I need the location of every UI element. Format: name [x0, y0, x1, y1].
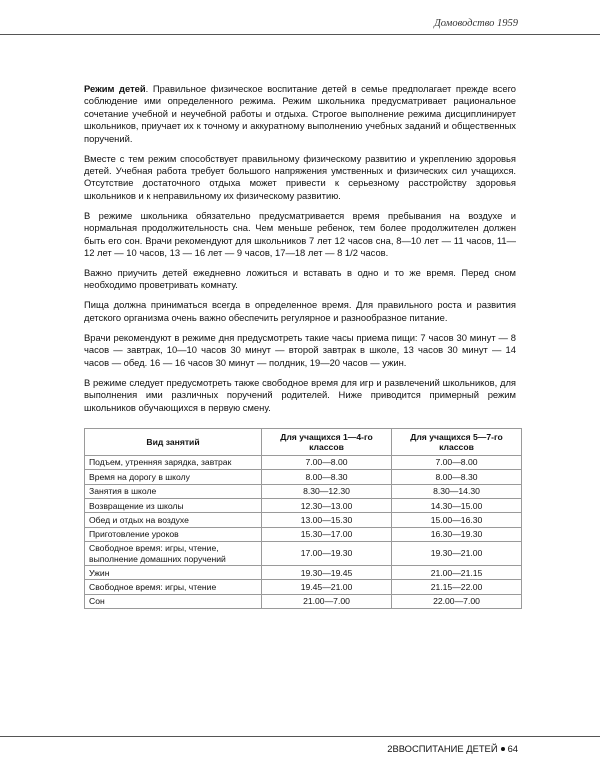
time-cell: 17.00—19.30	[262, 542, 392, 566]
time-cell: 8.00—8.30	[392, 470, 522, 484]
paragraph-6: Врачи рекомендуют в режиме дня предусмотреть такие часы приема пищи: 7 часов 30 минут — 8 часов — завтрак, 10—10 часов 30 минут — второй завтрак в школе, 13 часов 30 минут — 14 часов — обед. 16 — 16 часов 30 минут — полдник, 19—20 часов — ужин.	[84, 331, 516, 368]
table-row	[85, 455, 522, 469]
paragraph-1	[84, 83, 516, 145]
time-cell: 14.30—15.00	[392, 499, 522, 513]
schedule-table	[84, 428, 522, 609]
activity-cell: Занятия в школе	[85, 484, 262, 498]
paragraph-2: Вместе с тем режим способствует правильному физическому развитию и укреплению здоровья детей. Учебная работа требует большого напряжения умственных и физических сил учащихся. Отсутствие достаточного отдыха может привести к серьезному расстройству здоровья школьников и к неправильному их физическому развитию.	[84, 152, 516, 201]
table-row	[85, 580, 522, 594]
table-row	[85, 484, 522, 498]
time-cell: 16.30—19.30	[392, 527, 522, 541]
time-cell: 8.30—12.30	[262, 484, 392, 498]
table-header-row	[85, 428, 522, 455]
time-cell: 21.00—7.00	[262, 594, 392, 608]
page-number: 64	[507, 743, 518, 754]
paragraph-3: В режиме школьника обязательно предусматривается время пребывания на воздухе и нормальная продолжительность сна. Чем меньше ребенок, тем более продолжителен должен быть его сон. Врачи рекомендуют для школьников 7 лет 12 часов сна, 8—10 лет — 11 часов, 11—12 лет — 10 часов, 13 — 16 лет — 9 часов, 17—18 лет — 8 1/2 часов.	[84, 209, 516, 259]
page-footer	[387, 743, 518, 754]
table-row	[85, 542, 522, 566]
time-cell: 8.00—8.30	[262, 470, 392, 484]
activity-cell: Обед и отдых на воздухе	[85, 513, 262, 527]
running-header-title: Домоводство 1959	[434, 18, 518, 29]
column-header-grades-1-4: Для учащихся 1—4-го классов	[262, 428, 392, 455]
paragraph-lead-term: Режим детей	[84, 83, 146, 94]
paragraph-5: Пища должна приниматься всегда в определенное время. Для правильного роста и развития детского организма очень важно обеспечить регулярное и разнообразное питание.	[84, 299, 516, 323]
table-row	[85, 566, 522, 580]
footer-divider	[0, 736, 600, 737]
time-cell: 19.45—21.00	[262, 580, 392, 594]
activity-cell: Сон	[85, 594, 262, 608]
table-row	[85, 470, 522, 484]
paragraph-1-text: . Правильное физическое воспитание детей в семье предполагает прежде всего соблюдение ими определенного режима. Режим школьника предусматривает рациональное сочетание учебной и неучебной работы и отдыха. Строгое выполнение режима дисциплинирует школьников, приучает их к точному и аккуратному выполнению учебных заданий и общественных поручений.	[84, 83, 517, 144]
column-header-grades-5-7: Для учащихся 5—7-го классов	[392, 428, 522, 455]
time-cell: 13.00—15.30	[262, 513, 392, 527]
time-cell: 21.00—21.15	[392, 566, 522, 580]
time-cell: 15.00—16.30	[392, 513, 522, 527]
paragraph-7: В режиме следует предусмотреть также свободное время для игр и развлечений школьников, для выполнения ими различных поручений родителей. Ниже приводится примерный режим школьников обучающихся в первую смену.	[84, 376, 516, 413]
activity-cell: Возвращение из школы	[85, 499, 262, 513]
activity-cell: Свободное время: игры, чтение, выполнение домашних поручений	[85, 542, 262, 566]
activity-cell: Приготовление уроков	[85, 527, 262, 541]
header-divider	[0, 34, 600, 35]
footer-section-title: 2ВВОСПИТАНИЕ ДЕТЕЙ	[387, 743, 498, 754]
activity-cell: Подъем, утренняя зарядка, завтрак	[85, 455, 262, 469]
table-row	[85, 513, 522, 527]
paragraph-4: Важно приучить детей ежедневно ложиться и вставать в одно и то же время. Перед сном необходимо проветривать комнату.	[84, 267, 516, 291]
activity-cell: Свободное время: игры, чтение	[85, 580, 262, 594]
time-cell: 12.30—13.00	[262, 499, 392, 513]
time-cell: 19.30—19.45	[262, 566, 392, 580]
time-cell: 15.30—17.00	[262, 527, 392, 541]
page-body	[84, 83, 516, 609]
column-header-activity: Вид занятий	[85, 428, 262, 455]
activity-cell: Ужин	[85, 566, 262, 580]
bullet-separator	[501, 747, 505, 751]
time-cell: 21.15—22.00	[392, 580, 522, 594]
activity-cell: Время на дорогу в школу	[85, 470, 262, 484]
time-cell: 7.00—8.00	[262, 455, 392, 469]
table-row	[85, 499, 522, 513]
table-row	[85, 594, 522, 608]
time-cell: 19.30—21.00	[392, 542, 522, 566]
time-cell: 7.00—8.00	[392, 455, 522, 469]
time-cell: 8.30—14.30	[392, 484, 522, 498]
table-row	[85, 527, 522, 541]
time-cell: 22.00—7.00	[392, 594, 522, 608]
